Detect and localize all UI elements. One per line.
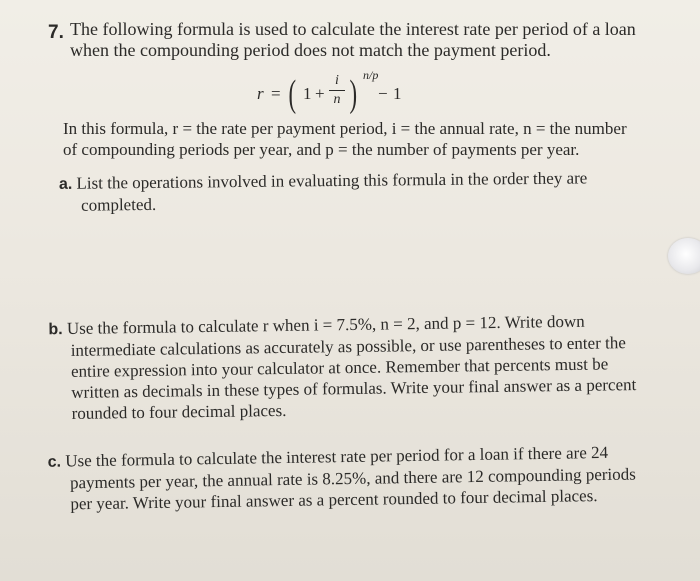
formula-lhs: r <box>257 84 264 103</box>
problem-stem <box>70 19 670 61</box>
right-paren: ) <box>349 73 358 115</box>
part-b-text: Use the formula to calculate r when i = 7.5%, n = 2, and p = 12. Write down intermediate calculations as accurately as possible, or use parentheses to enter the entire expression into your calculator at once. Remember that percents must be written as decimals in these types of formulas. Write your final answer as a percent rounded to four decimal places. <box>66 311 637 423</box>
glare-spot <box>668 238 700 274</box>
part-b-label: b. <box>48 321 63 339</box>
interest-rate-formula <box>257 70 457 120</box>
problem-number: 7. <box>48 22 64 43</box>
part-a-text: List the operations involved in evaluating this formula in the order they are completed. <box>76 168 588 215</box>
problem-stem-text: The following formula is used to calculate the interest rate per period of a loan when the compounding period does not match the payment period. <box>70 19 636 60</box>
fraction-denominator: n <box>333 92 341 107</box>
fraction-numerator: i <box>335 73 339 88</box>
formula-plus: + <box>315 84 325 103</box>
part-c-label: c. <box>47 453 62 471</box>
fraction-bar <box>329 90 345 91</box>
part-b <box>48 310 654 424</box>
part-c <box>48 441 649 514</box>
formula-exponent: n/p <box>363 68 379 82</box>
formula-one: 1 <box>303 84 312 103</box>
left-paren: ( <box>288 73 297 115</box>
part-c-text: Use the formula to calculate the interest rate per period for a loan if there are 24 payments per year, the annual rate is 8.25%, and there are 12 compounding periods per year. Write your final answer as a percent rounded to four decimal places. <box>65 442 636 514</box>
formula-minus: − <box>378 84 388 103</box>
formula-one-b: 1 <box>393 84 402 103</box>
variable-definitions: In this formula, r = the rate per payment period, i = the annual rate, n = the number of compounding periods per year, and p = the number of payments per year. <box>63 119 627 159</box>
formula-fraction <box>329 73 345 108</box>
formula-equals: = <box>271 84 281 103</box>
part-a-label: a. <box>58 175 73 193</box>
part-a <box>59 167 619 216</box>
